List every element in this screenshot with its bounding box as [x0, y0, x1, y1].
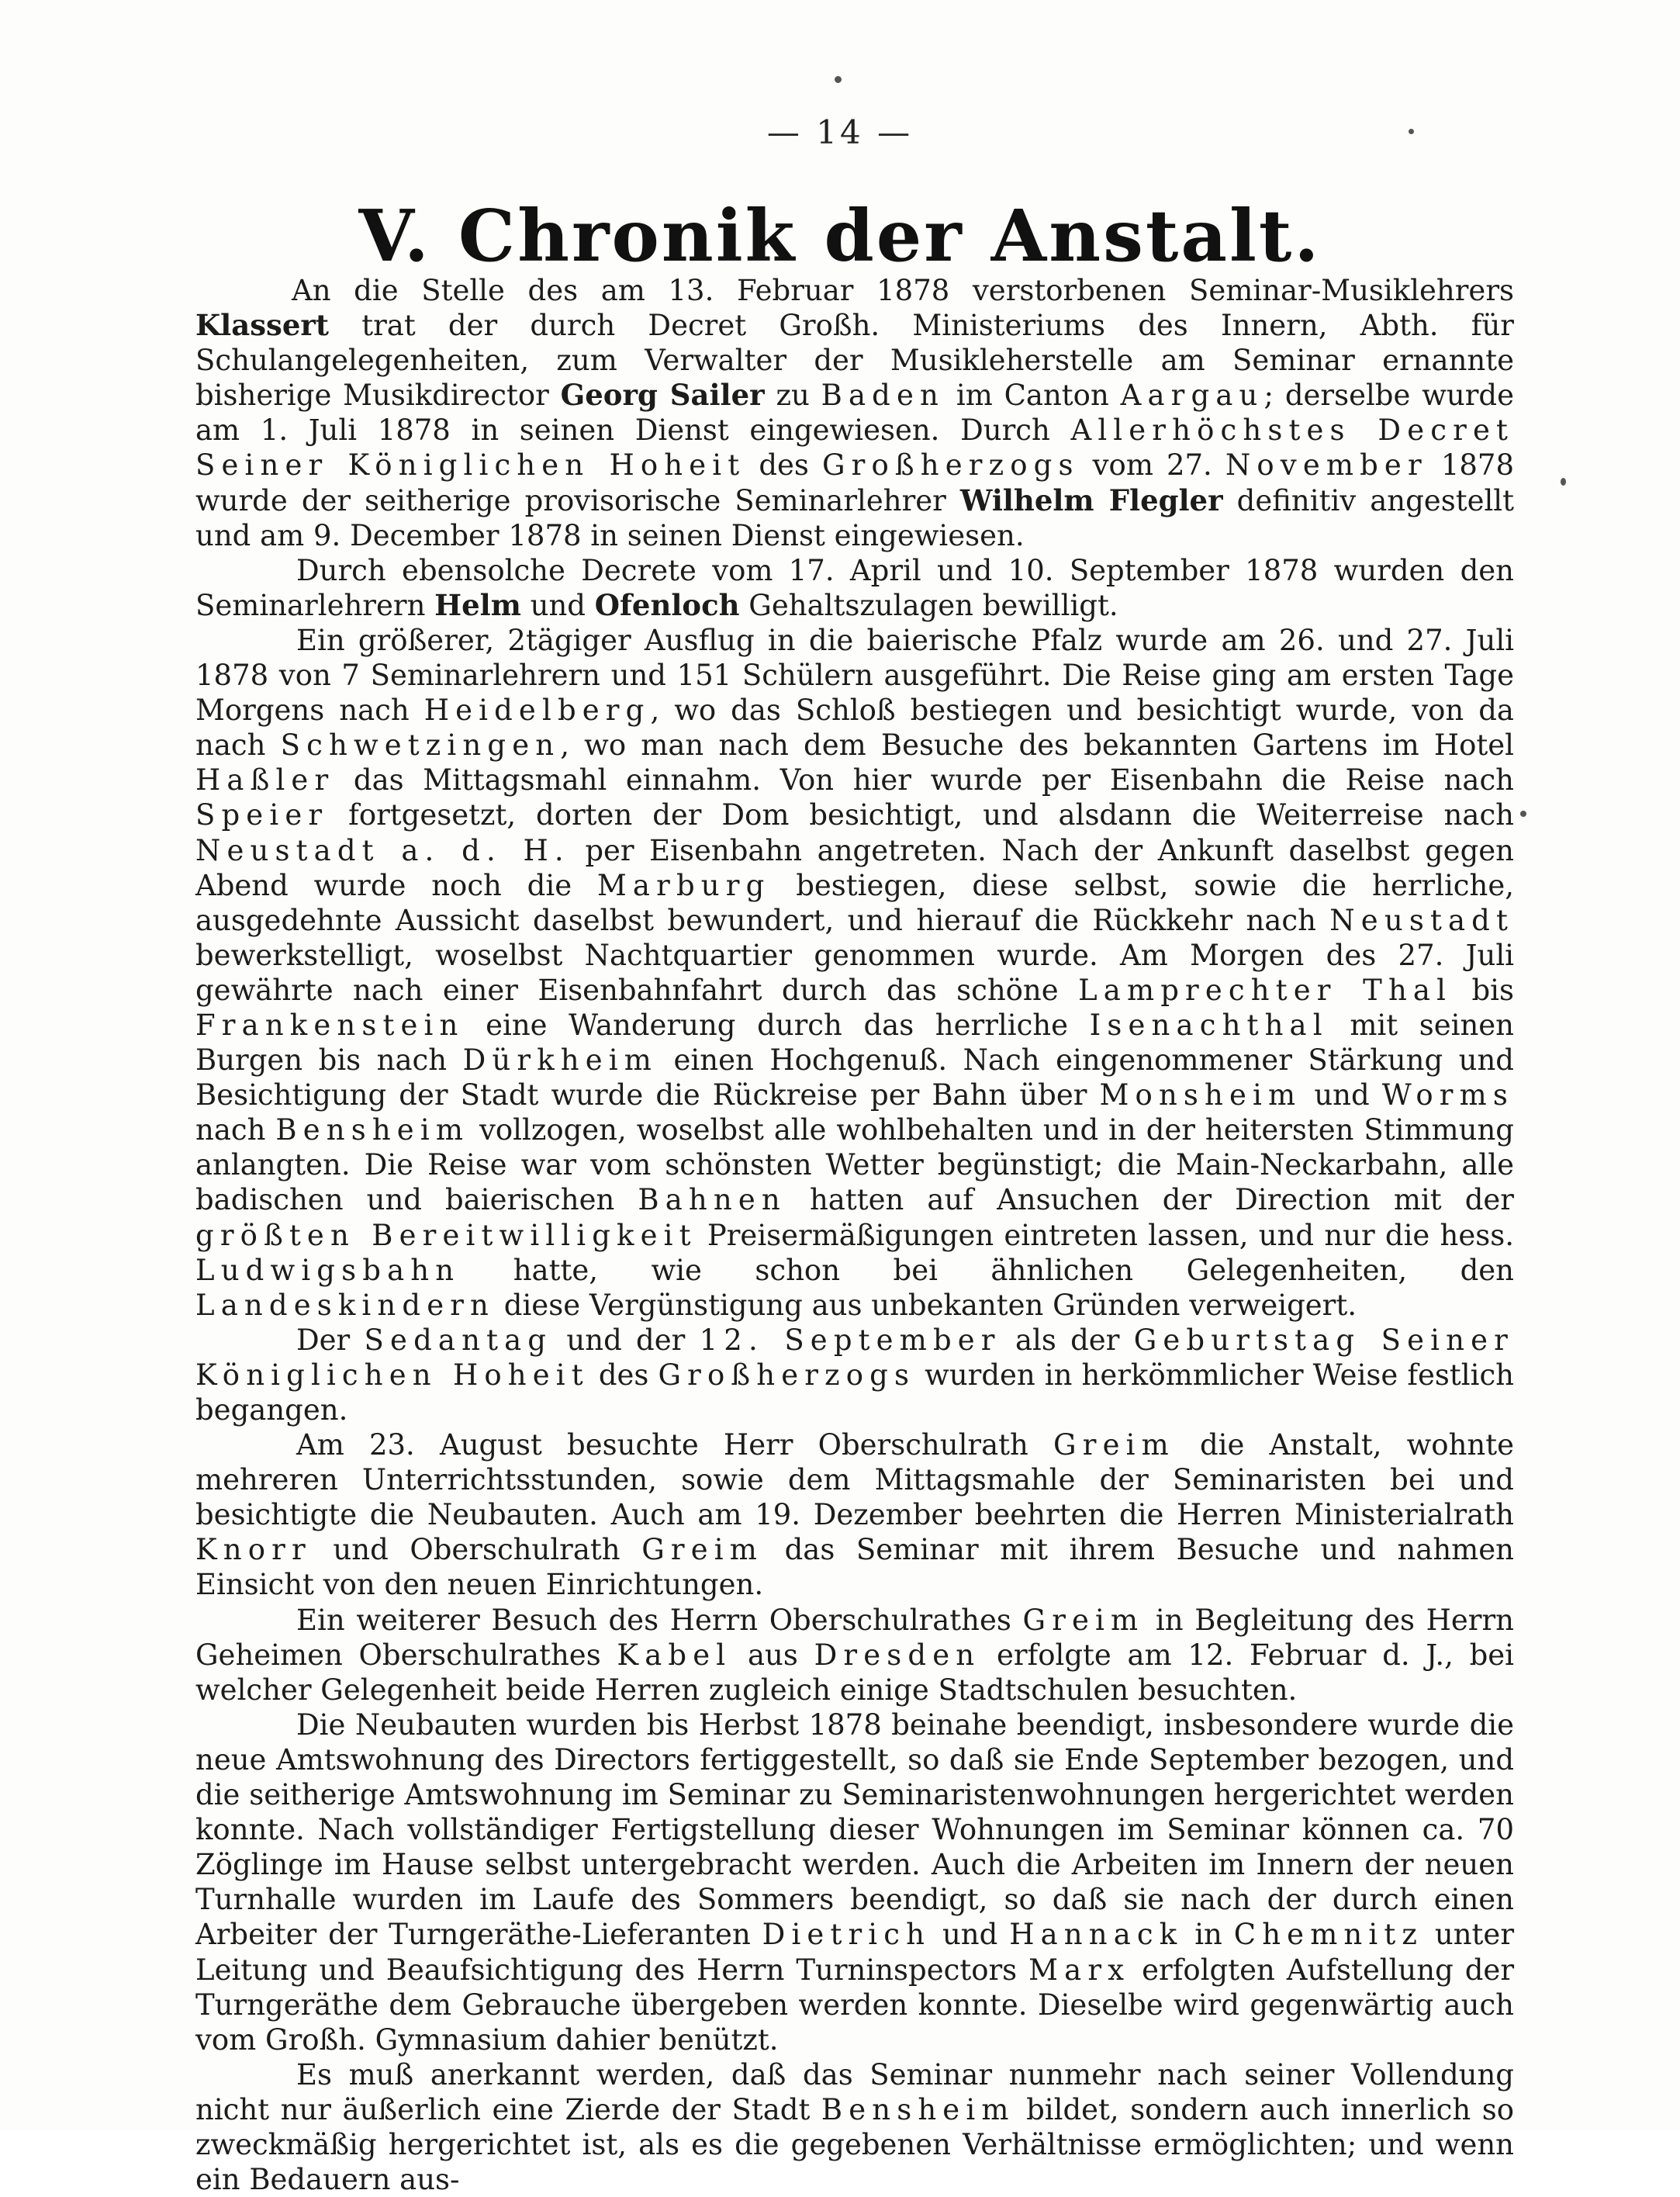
emphasized-text: größten Bereitwilligkeit — [195, 1218, 697, 1252]
text-run: des — [745, 448, 822, 483]
text-run: einen Hochgenuß. Nach eingenommener Stärkung und Besichtigung der Stadt wurde die Rückreise per Bahn über — [195, 1043, 1514, 1112]
text-run: definitiv angestellt und am 9. December 1878 in seinen Dienst eingewiesen. — [195, 483, 1514, 552]
text-run: Ein größerer, 2tägiger Ausflug in die baierische Pfalz wurde am 26. und 27. Juli 1878 von 7 Seminarlehrern und 151 Schülern ausgeführt. Die Reise ging am ersten Tage Morgens nach — [195, 623, 1514, 728]
emphasized-text: Sedantag — [364, 1323, 553, 1357]
text-run: Preisermäßigungen eintreten lassen, und nur die hess. — [697, 1218, 1514, 1252]
emphasized-text: Lamprechter Thal — [1078, 973, 1453, 1007]
emphasized-text: Bensheim — [821, 2092, 1015, 2126]
text-run: in Begleitung des Herrn Geheimen Oberschulrathes — [195, 1603, 1514, 1672]
text-run: An die Stelle des am 13. Februar 1878 verstorbenen Seminar-Musiklehrers — [292, 274, 1514, 307]
person-name: Helm — [434, 587, 521, 622]
emphasized-text: Neustadt — [1329, 903, 1514, 937]
emphasized-text: Kabel — [617, 1638, 732, 1672]
text-run: unter Leitung und Beaufsichtigung des Herrn Turninspectors — [195, 1918, 1515, 1987]
text-run: eine Wanderung durch das herrliche — [464, 1008, 1090, 1042]
emphasized-text: Dietrich — [762, 1918, 932, 1952]
paragraph — [195, 1323, 1514, 1427]
text-run: aus — [731, 1638, 814, 1672]
text-run: vom 27. — [1079, 448, 1225, 483]
emphasized-text: Frankenstein — [195, 1008, 465, 1042]
text-run: bestiegen, diese selbst, sowie die herrliche, ausgedehnte Aussicht daselbst bewundert, und hierauf die Rückkehr nach — [195, 868, 1514, 937]
text-run: 1878 wurde der seitherige provisorische Seminarlehrer — [195, 448, 1515, 517]
text-run: hatte, wie schon bei ähnlichen Gelegenheiten, den — [460, 1253, 1514, 1287]
text-run: , wo man nach dem Besuche des bekannten Gartens im Hotel — [560, 728, 1514, 763]
emphasized-text: Chemnitz — [1233, 1918, 1424, 1952]
emphasized-text: Greim — [1053, 1428, 1175, 1462]
text-run: per Eisenbahn angetreten. Nach der Ankunft daselbst gegen Abend wurde noch die — [195, 833, 1514, 902]
emphasized-text: Knorr — [195, 1533, 312, 1567]
text-run: Am 23. August besuchte Herr Oberschulrath — [296, 1428, 1054, 1462]
chapter-title: V. Chronik der Anstalt. — [358, 194, 1322, 278]
text-run: bewerkstelligt, woselbst Nachtquartier genommen wurde. Am Morgen des 27. Juli gewährte nach einer Eisenbahnfahrt durch das schöne — [195, 938, 1514, 1007]
text-run: vollzogen, woselbst alle wohlbehalten und in der heitersten Stimmung anlangten. Die Reise war vom schönsten Wetter begünstigt; die Main-Neckarbahn, alle badischen und baierischen — [195, 1113, 1514, 1217]
paragraph — [195, 1427, 1514, 1602]
text-run: Gehaltszulagen bewilligt. — [739, 588, 1118, 622]
text-run: in — [1183, 1918, 1234, 1952]
text-run: fortgesetzt, dorten der Dom besichtigt, und alsdann die Weiterreise nach — [328, 798, 1514, 832]
text-run: das Seminar mit ihrem Besuche und nahmen Einsicht von den neuen Einrichtungen. — [195, 1533, 1514, 1602]
text-run: und — [520, 588, 595, 622]
text-run: erfolgte am 12. Februar d. J., bei welcher Gelegenheit beide Herren zugleich einige Stadtschulen besuchten. — [195, 1638, 1514, 1707]
text-run: Die Neubauten wurden bis Herbst 1878 beinahe beendigt, insbesondere wurde die neue Amtswohnung des Directors fertiggestellt, so daß sie Ende September bezogen, und die seitherige Amtswohnung im Seminar zu Seminaristenwohnungen hergerichtet werden konnte. Nach vollständiger Fertigstellung dieser Wohnungen im Seminar können ca. 70 Zöglinge im Hause selbst untergebracht werden. Auch die Arbeiten im Innern der neuen Turnhalle wurden im Laufe des Sommers beendigt, so daß sie nach der durch einen Arbeiter der Turngeräthe-Lieferanten — [195, 1707, 1514, 1952]
text-run: Der — [296, 1323, 365, 1357]
emphasized-text: Marburg — [596, 868, 771, 902]
text-run: und — [1301, 1078, 1382, 1112]
paragraph — [195, 1603, 1514, 1707]
emphasized-text: November — [1225, 448, 1428, 483]
emphasized-text: Bensheim — [275, 1113, 470, 1147]
emphasized-text: Speier — [195, 798, 329, 832]
emphasized-text: Aargau — [1120, 379, 1264, 413]
page-number: — 14 — — [766, 113, 914, 151]
emphasized-text: Heidelberg — [423, 694, 651, 728]
emphasized-text: Allerhöchstes Decret Seiner Königlichen Hoheit — [195, 413, 1514, 483]
text-run: des — [589, 1358, 659, 1392]
emphasized-text: Großherzogs — [658, 1358, 916, 1392]
emphasized-text: 12. September — [699, 1323, 1001, 1357]
text-run: diese Vergünstigung aus unbekanten Gründen verweigert. — [495, 1288, 1357, 1322]
text-run: trat der durch Decret Großh. Ministeriums des Innern, Abth. für Schulangelegenheiten, zum Verwalter der Musikleherstelle am Seminar ernannte bisherige Musikdirector — [195, 309, 1514, 413]
paragraph — [195, 273, 1514, 553]
text-run: das Mittagsmahl einnahm. Von hier wurde per Eisenbahn die Reise nach — [334, 763, 1514, 797]
paragraph — [195, 553, 1514, 623]
emphasized-text: Dürkheim — [462, 1043, 658, 1078]
paragraph — [195, 623, 1514, 1323]
text-run: ; derselbe wurde am 1. Juli 1878 in seinen Dienst eingewiesen. Durch — [195, 379, 1514, 448]
text-run: Es muß anerkannt werden, daß das Seminar nunmehr nach seiner Vollendung nicht nur äußerlich eine Zierde der Stadt — [195, 2057, 1514, 2126]
text-run: bildet, sondern auch innerlich so zweckmäßig hergerichtet ist, als es die gegebenen Verhältnisse ermöglichten; und wenn ein Bedauern aus- — [195, 2092, 1514, 2197]
text-run: und — [931, 1918, 1010, 1952]
emphasized-text: Baden — [821, 379, 945, 413]
ink-speck — [1520, 811, 1526, 817]
emphasized-text: Haßler — [195, 763, 335, 797]
ink-speck — [1561, 478, 1566, 486]
emphasized-text: Monsheim — [1099, 1078, 1302, 1112]
emphasized-text: Schwetzingen — [280, 728, 561, 763]
text-run: , wo das Schloß bestiegen und besichtigt wurde, von da nach — [195, 694, 1514, 763]
text-run: mit seinen Burgen bis nach — [195, 1008, 1514, 1078]
text-run: wurden in herkömmlicher Weise festlich begangen. — [195, 1358, 1515, 1427]
emphasized-text: Ludwigsbahn — [195, 1253, 461, 1287]
text-run: und Oberschulrath — [311, 1533, 642, 1567]
text-run: im Canton — [945, 379, 1121, 413]
emphasized-text: Bahnen — [638, 1183, 786, 1217]
paragraph — [195, 1707, 1514, 2057]
text-run: und der — [552, 1323, 700, 1357]
emphasized-text: Worms — [1381, 1078, 1514, 1112]
emphasized-text: Greim — [641, 1533, 763, 1567]
person-name: Georg Sailer — [560, 378, 765, 413]
text-run: erfolgten Aufstellung der Turngeräthe dem Gebrauche übergeben werden konnte. Dieselbe wird gegenwärtig auch vom Großh. Gymnasium dahier benützt. — [195, 1953, 1515, 2057]
text-run: die Anstalt, wohnte mehreren Unterrichtsstunden, sowie dem Mittagsmahle der Seminaristen bei und besichtigte die Neubauten. Auch am 19. Dezember beehrten die Herren Ministerialrath — [195, 1428, 1515, 1532]
text-run: zu — [764, 379, 821, 413]
emphasized-text: Greim — [1022, 1603, 1145, 1637]
text-run: hatten auf Ansuchen der Direction mit der — [786, 1183, 1514, 1217]
emphasized-text: Marx — [1028, 1953, 1131, 1987]
text-run: bis — [1452, 973, 1514, 1007]
chronicle-body — [195, 273, 1514, 2197]
emphasized-text: Hannack — [1009, 1918, 1184, 1952]
text-run: Durch ebensolche Decrete vom 17. April und 10. September 1878 wurden den Seminarlehrern — [195, 553, 1514, 622]
text-run: Ein weiterer Besuch des Herrn Oberschulrathes — [296, 1603, 1023, 1637]
person-name: Ofenloch — [594, 587, 740, 622]
text-run: nach — [195, 1113, 276, 1147]
person-name: Klassert — [195, 308, 329, 343]
emphasized-text: Geburtstag Seiner Königlichen Hoheit — [195, 1323, 1514, 1392]
emphasized-text: Großherzogs — [821, 448, 1080, 483]
paragraph — [195, 2057, 1514, 2197]
person-name: Wilhelm Flegler — [959, 483, 1223, 517]
ink-speck — [835, 76, 842, 83]
emphasized-text: Landeskindern — [195, 1288, 496, 1322]
emphasized-text: Dresden — [814, 1638, 981, 1672]
text-run: als der — [1001, 1323, 1134, 1357]
emphasized-text: Neustadt a. d. H. — [195, 833, 570, 867]
emphasized-text: Isenachthal — [1089, 1008, 1329, 1042]
